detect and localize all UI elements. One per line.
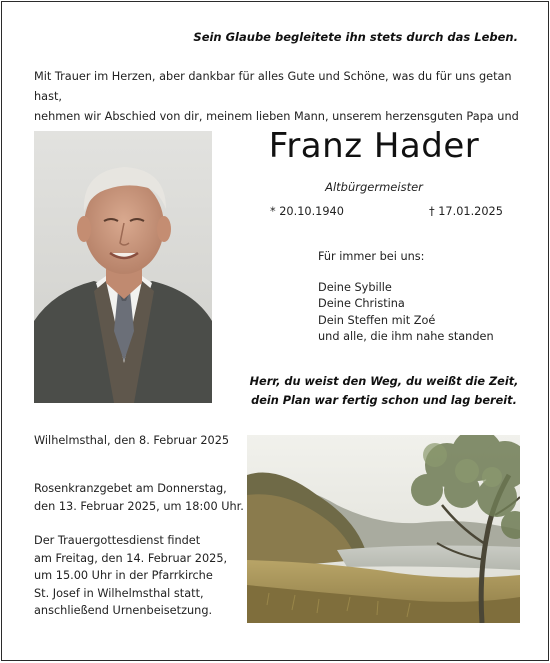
death-date: † 17.01.2025 bbox=[429, 205, 503, 218]
family-member: Deine Christina bbox=[318, 297, 405, 310]
motto-top: Sein Glaube begleitete ihn stets durch das Leben. bbox=[193, 30, 518, 44]
birth-date: * 20.10.1940 bbox=[270, 205, 344, 218]
verse-line: dein Plan war fertig schon und lag bereit. bbox=[251, 394, 517, 407]
place-date: Wilhelmsthal, den 8. Februar 2025 bbox=[34, 434, 230, 447]
deceased-name: Franz Hader bbox=[268, 126, 480, 166]
family-member: und alle, die ihm nahe standen bbox=[318, 330, 494, 343]
intro-line: Mit Trauer im Herzen, aber dankbar für alles Gute und Schöne, was du für uns getan hast, bbox=[34, 70, 512, 103]
service-info bbox=[34, 480, 244, 637]
family-list bbox=[318, 249, 494, 346]
funeral-info: Der Trauergottesdienst findet am Freitag, den 14. Februar 2025, um 15.00 Uhr in der Pfarrkirche St. Josef in Wilhelmsthal statt, anschließend Urnenbeisetzung. bbox=[34, 534, 228, 617]
rosary-info: Rosenkranzgebet am Donnerstag, den 13. Februar 2025, um 18:00 Uhr. bbox=[34, 482, 244, 513]
family-intro: Für immer bei uns: bbox=[318, 250, 425, 263]
family-member: Dein Steffen mit Zoé bbox=[318, 313, 436, 327]
verse-line: Herr, du weist den Weg, du weißt die Zeit, bbox=[249, 375, 519, 388]
deceased-title: Altbürgermeister bbox=[325, 180, 423, 194]
landscape-image bbox=[247, 435, 520, 623]
family-member: Deine Sybille bbox=[318, 280, 392, 294]
intro-line: nehmen wir Abschied von dir, meinem lieben Mann, unserem herzensguten Papa und bbox=[34, 110, 519, 123]
closing-verse bbox=[234, 372, 534, 410]
portrait-photo bbox=[34, 131, 212, 403]
obituary-notice bbox=[1, 1, 549, 661]
